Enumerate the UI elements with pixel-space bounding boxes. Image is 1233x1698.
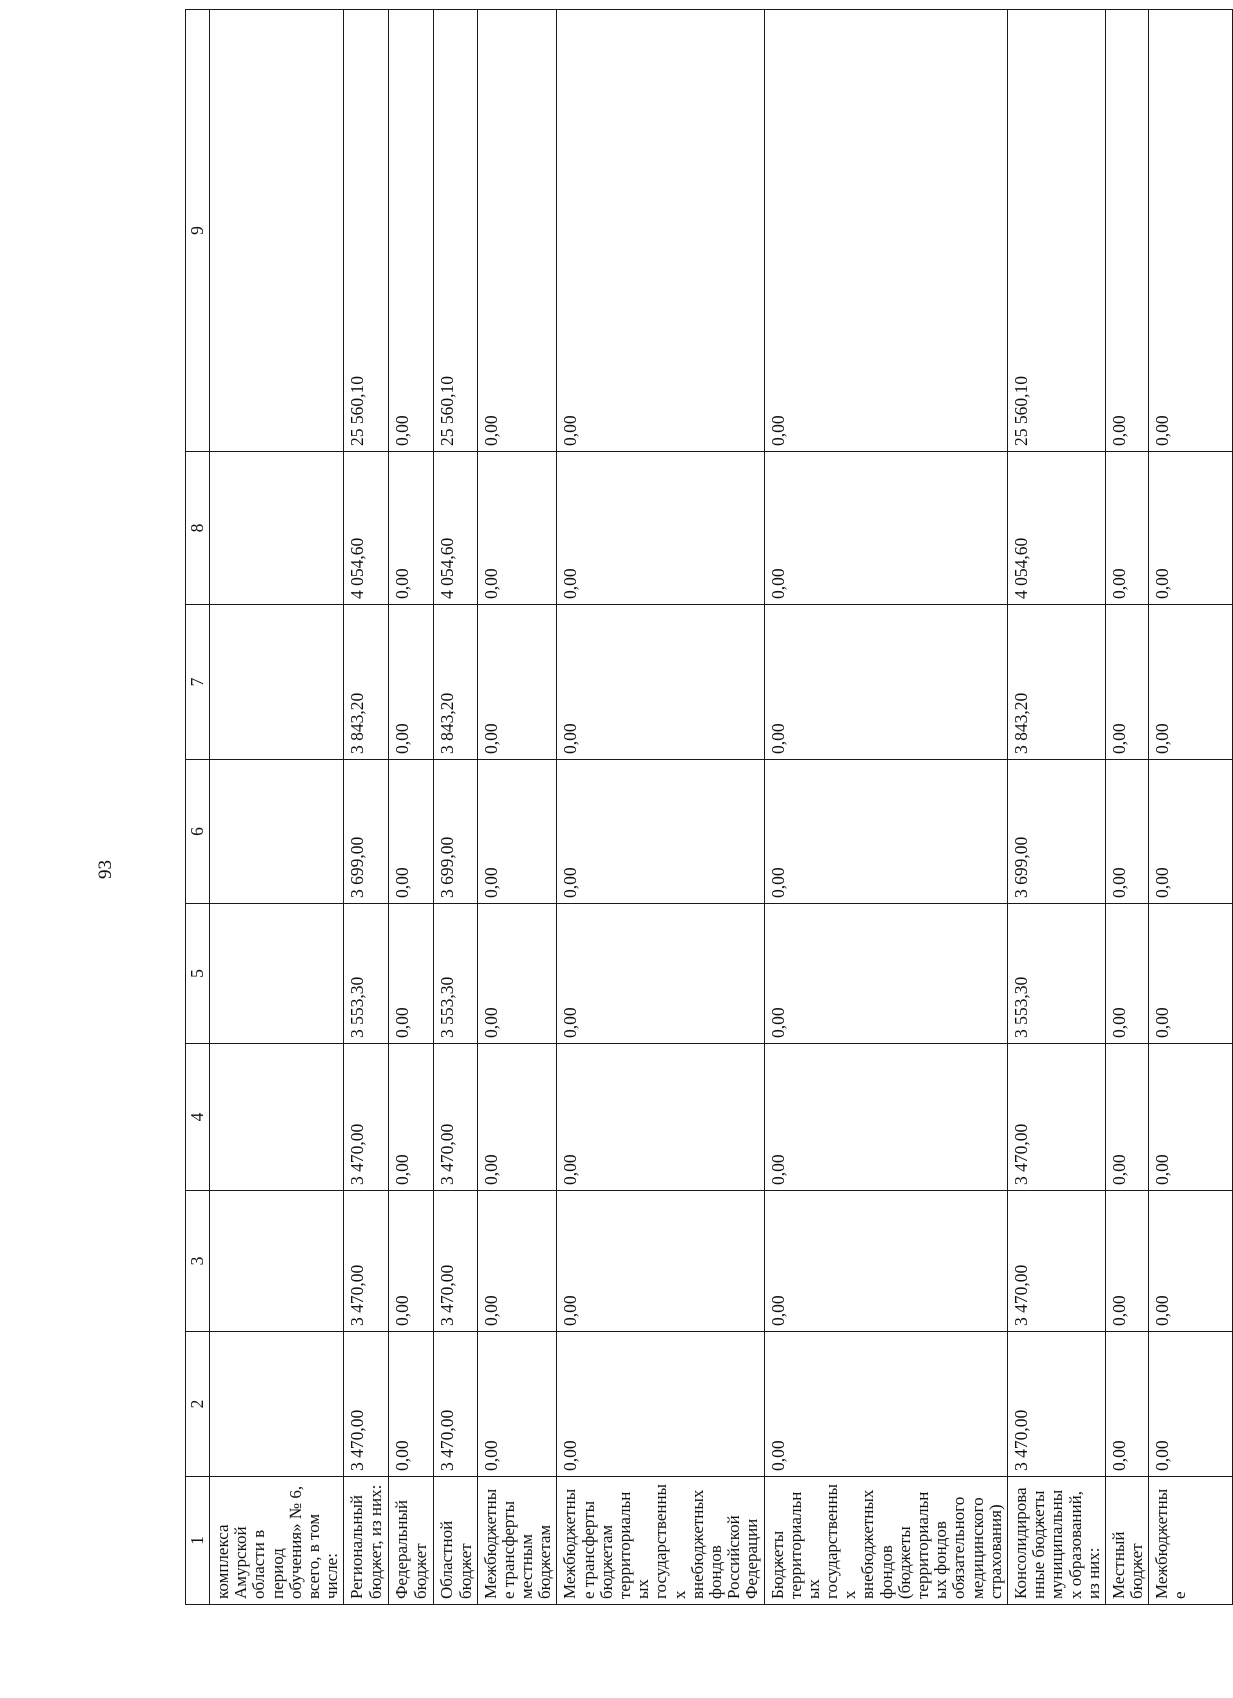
row-label: Консолидированные бюджеты муниципальных образований, из них:	[1007, 1477, 1105, 1605]
value-cell: 0,00	[1149, 1044, 1233, 1191]
value-cell: 0,00	[1149, 10, 1233, 452]
header-cell-5: 5	[186, 904, 210, 1044]
value-cell: 0,00	[557, 760, 764, 904]
value-cell: 0,00	[1149, 904, 1233, 1044]
row-label: Межбюджетные трансферты местным бюджетам	[477, 1477, 557, 1605]
value-cell: 0,00	[764, 10, 1007, 452]
value-cell	[210, 10, 344, 452]
table-row	[389, 10, 434, 1605]
value-cell: 0,00	[557, 1044, 764, 1191]
table-row	[434, 10, 477, 1605]
value-cell: 0,00	[1149, 760, 1233, 904]
page-number: 93	[95, 860, 116, 879]
value-cell: 3 553,30	[1007, 904, 1105, 1044]
value-cell: 0,00	[764, 1044, 1007, 1191]
value-cell: 0,00	[1105, 605, 1148, 760]
value-cell: 3 470,00	[434, 1044, 477, 1191]
value-cell: 3 843,20	[1007, 605, 1105, 760]
value-cell: 0,00	[477, 760, 557, 904]
value-cell: 3 470,00	[344, 1332, 389, 1477]
header-cell-1: 1	[186, 1477, 210, 1605]
value-cell: 0,00	[389, 904, 434, 1044]
table-row	[1007, 10, 1105, 1605]
value-cell: 0,00	[1105, 10, 1148, 452]
value-cell: 0,00	[389, 1332, 434, 1477]
header-cell-9: 9	[186, 10, 210, 452]
value-cell: 0,00	[557, 1332, 764, 1477]
value-cell: 25 560,10	[344, 10, 389, 452]
value-cell: 0,00	[1149, 1191, 1233, 1332]
value-cell: 3 843,20	[344, 605, 389, 760]
value-cell: 25 560,10	[1007, 10, 1105, 452]
value-cell: 3 699,00	[344, 760, 389, 904]
budget-table	[185, 9, 1233, 1605]
value-cell: 4 054,60	[434, 452, 477, 605]
value-cell: 0,00	[389, 605, 434, 760]
value-cell: 0,00	[557, 904, 764, 1044]
value-cell: 0,00	[477, 904, 557, 1044]
value-cell: 0,00	[1105, 1044, 1148, 1191]
value-cell: 0,00	[764, 904, 1007, 1044]
value-cell: 0,00	[477, 1332, 557, 1477]
value-cell: 0,00	[764, 452, 1007, 605]
table-row	[557, 10, 764, 1605]
value-cell: 0,00	[1105, 452, 1148, 605]
value-cell: 0,00	[389, 452, 434, 605]
value-cell: 0,00	[477, 1044, 557, 1191]
value-cell: 0,00	[557, 10, 764, 452]
value-cell: 0,00	[477, 452, 557, 605]
header-cell-4: 4	[186, 1044, 210, 1191]
value-cell	[210, 1044, 344, 1191]
value-cell: 0,00	[389, 1191, 434, 1332]
table-row	[764, 10, 1007, 1605]
value-cell: 3 470,00	[1007, 1332, 1105, 1477]
row-label: Межбюджетные трансферты бюджетам территориальных государственных внебюджетных фондов Российской Федерации	[557, 1477, 764, 1605]
value-cell: 3 699,00	[434, 760, 477, 904]
value-cell: 0,00	[1149, 452, 1233, 605]
row-label: Региональный бюджет, из них:	[344, 1477, 389, 1605]
value-cell: 3 470,00	[434, 1191, 477, 1332]
header-cell-3: 3	[186, 1191, 210, 1332]
value-cell: 0,00	[389, 10, 434, 452]
value-cell	[210, 452, 344, 605]
value-cell: 3 699,00	[1007, 760, 1105, 904]
header-cell-6: 6	[186, 760, 210, 904]
value-cell	[210, 1332, 344, 1477]
value-cell: 0,00	[1105, 1191, 1148, 1332]
value-cell: 3 470,00	[434, 1332, 477, 1477]
row-label: Федеральный бюджет	[389, 1477, 434, 1605]
value-cell	[210, 605, 344, 760]
value-cell: 25 560,10	[434, 10, 477, 452]
value-cell: 0,00	[557, 1191, 764, 1332]
table-row	[344, 10, 389, 1605]
table-row	[210, 10, 344, 1605]
value-cell: 0,00	[1105, 760, 1148, 904]
row-label: комплекса Амурской области в период обучения» № 6, всего, в том числе:	[210, 1477, 344, 1605]
row-label: Местный бюджет	[1105, 1477, 1148, 1605]
value-cell: 0,00	[389, 1044, 434, 1191]
value-cell: 0,00	[1105, 1332, 1148, 1477]
value-cell: 0,00	[1105, 904, 1148, 1044]
value-cell: 0,00	[1149, 605, 1233, 760]
value-cell: 3 553,30	[344, 904, 389, 1044]
value-cell: 0,00	[477, 10, 557, 452]
value-cell: 3 843,20	[434, 605, 477, 760]
value-cell: 0,00	[557, 452, 764, 605]
value-cell: 0,00	[764, 1332, 1007, 1477]
value-cell	[210, 904, 344, 1044]
value-cell: 3 470,00	[344, 1191, 389, 1332]
value-cell: 3 470,00	[344, 1044, 389, 1191]
value-cell: 0,00	[1149, 1332, 1233, 1477]
value-cell	[210, 760, 344, 904]
value-cell: 0,00	[389, 760, 434, 904]
row-label: Областной бюджет	[434, 1477, 477, 1605]
value-cell: 0,00	[477, 1191, 557, 1332]
value-cell: 0,00	[764, 760, 1007, 904]
value-cell: 0,00	[764, 605, 1007, 760]
header-cell-7: 7	[186, 605, 210, 760]
value-cell: 4 054,60	[344, 452, 389, 605]
table-row	[1149, 10, 1233, 1605]
value-cell: 3 470,00	[1007, 1044, 1105, 1191]
value-cell: 0,00	[764, 1191, 1007, 1332]
value-cell: 4 054,60	[1007, 452, 1105, 605]
table-row	[1105, 10, 1148, 1605]
value-cell: 0,00	[477, 605, 557, 760]
rotated-table-area	[185, 110, 1190, 1605]
value-cell: 3 553,30	[434, 904, 477, 1044]
value-cell	[210, 1191, 344, 1332]
header-cell-2: 2	[186, 1332, 210, 1477]
header-row	[186, 10, 210, 1605]
row-label: Бюджеты территориальных государственных внебюджетных фондов (бюджеты территориальных фондов обязательного медицинского страхования)	[764, 1477, 1007, 1605]
row-label: Межбюджетные	[1149, 1477, 1233, 1605]
value-cell: 0,00	[557, 605, 764, 760]
value-cell: 3 470,00	[1007, 1191, 1105, 1332]
table-row	[477, 10, 557, 1605]
header-cell-8: 8	[186, 452, 210, 605]
